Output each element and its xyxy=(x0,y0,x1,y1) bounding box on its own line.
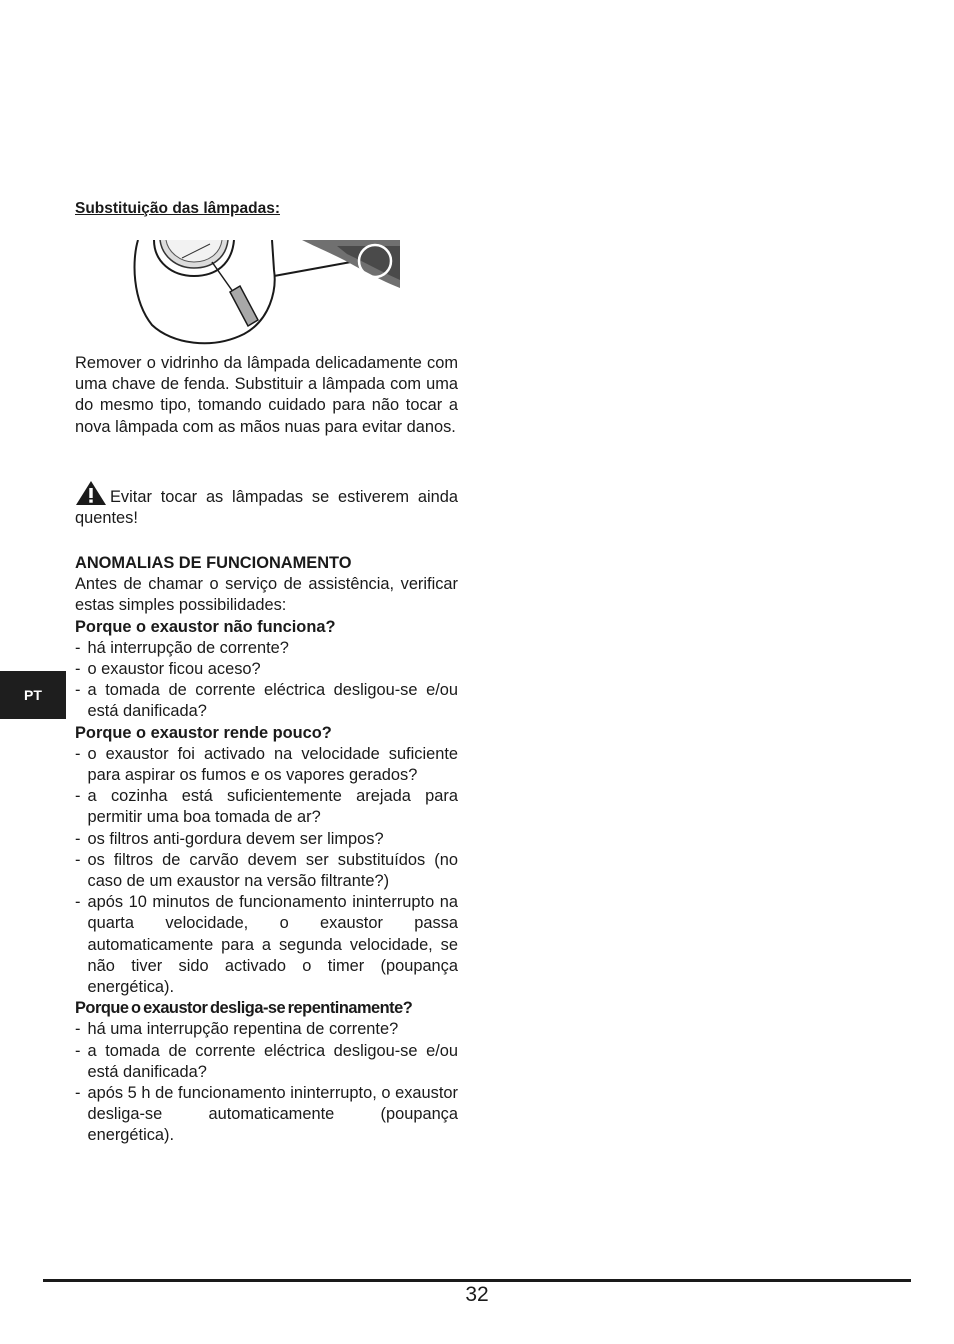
anomalias-heading: ANOMALIAS DE FUNCIONAMENTO xyxy=(75,554,352,572)
lamp-replacement-illustration xyxy=(132,240,402,348)
question-heading: Porque o exaustor rende pouco? xyxy=(75,723,332,742)
warning-triangle-icon xyxy=(75,480,107,506)
answer-list xyxy=(75,744,458,998)
warning-note xyxy=(75,480,458,529)
answer-list xyxy=(75,638,458,723)
answer-list xyxy=(75,1019,458,1146)
lamp-instructions: Remover o vidrinho da lâmpada delicadamente com uma chave de fenda. Substituir a lâmpada com uma do mesmo tipo, tomando cuidado para não tocar a nova lâmpada com as mãos nuas para evitar danos. xyxy=(75,354,458,436)
list-item: - após 5 h de funcionamento ininterrupto, o exaustor desliga-se automaticamente (poupança energética). xyxy=(75,1084,458,1145)
list-item: - o exaustor foi activado na velocidade suficiente para aspirar os fumos e os vapores gerados? xyxy=(75,744,458,785)
list-item: - a tomada de corrente eléctrica desligou-se e/ou está danificada? xyxy=(75,1041,458,1081)
list-item: - há interrupção de corrente? xyxy=(75,638,289,657)
list-item: - há uma interrupção repentina de corrente? xyxy=(75,1020,399,1039)
list-item: - os filtros anti-gordura devem ser limpos? xyxy=(75,829,384,848)
list-item: - o exaustor ficou aceso? xyxy=(75,660,261,679)
section-title: Substituição das lâmpadas: xyxy=(75,200,280,217)
list-item: - após 10 minutos de funcionamento ininterrupto na quarta velocidade, o exaustor passa automaticamente para a segunda velocidade, se não tiver sido activado o timer (poupança energética). xyxy=(75,893,458,997)
question-heading: Porque o exaustor não funciona? xyxy=(75,617,336,636)
anomalias-section xyxy=(75,553,458,1147)
anomalias-intro: Antes de chamar o serviço de assistência, verificar estas simples possibilidades: xyxy=(75,575,458,615)
question-heading: Porque o exaustor desliga-se repentinamente? xyxy=(75,999,413,1018)
list-item: - a cozinha está suficientemente arejada para permitir uma boa tomada de ar? xyxy=(75,787,458,827)
language-tab: PT xyxy=(0,671,66,719)
warning-text: Evitar tocar as lâmpadas se estiverem ainda quentes! xyxy=(75,488,458,528)
list-item: - a tomada de corrente eléctrica desligou-se e/ou está danificada? xyxy=(75,681,458,721)
page-number: 32 xyxy=(465,1283,489,1306)
footer-rule xyxy=(43,1279,911,1282)
list-item: - os filtros de carvão devem ser substituídos (no caso de um exaustor na versão filtrante?) xyxy=(75,850,458,891)
